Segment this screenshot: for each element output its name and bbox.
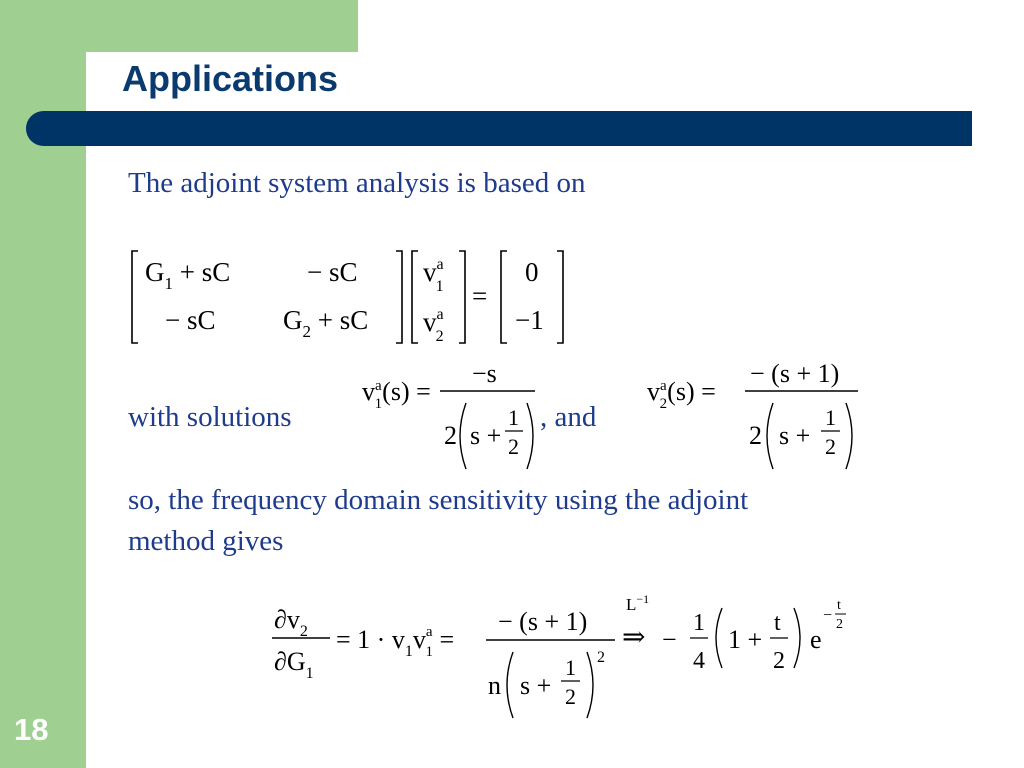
svg-text:− (s + 1): − (s + 1) <box>750 359 840 388</box>
svg-text:−: − <box>662 625 677 654</box>
top-green-band <box>0 0 358 52</box>
slide-number: 18 <box>14 712 49 747</box>
svg-text:4: 4 <box>693 648 705 674</box>
svg-text:−1: −1 <box>515 305 544 335</box>
sensitivity-equation <box>270 590 870 737</box>
sensitivity-text-line-1: so, the frequency domain sensitivity using the adjoint <box>128 484 749 516</box>
svg-text:n: n <box>488 671 501 700</box>
svg-text:⇒: ⇒ <box>622 622 646 653</box>
solution-2-equation <box>645 358 885 485</box>
svg-text:t: t <box>837 598 841 613</box>
svg-text:2: 2 <box>508 434 519 459</box>
svg-text:t: t <box>774 610 781 636</box>
svg-text:2: 2 <box>825 434 836 459</box>
svg-text:− sC: − sC <box>307 257 358 287</box>
svg-text:1: 1 <box>825 405 836 430</box>
svg-text:va1: $v^a$ 1 <box>423 256 444 295</box>
svg-text:1: 1 <box>693 610 705 636</box>
svg-text:=: = <box>472 281 488 311</box>
sensitivity-text-line-2: method gives <box>128 525 284 557</box>
svg-text:2: 2 <box>749 421 762 450</box>
intro-text: The adjoint system analysis is based on <box>128 167 586 199</box>
svg-text:∂v2: $\partial v_2$ <box>274 605 308 640</box>
svg-text:va1(s) =: $v^a$ 1(s) = <box>362 377 431 412</box>
svg-text:2: 2 <box>444 421 457 450</box>
svg-text:−s: −s <box>472 359 497 388</box>
svg-text:s +: s + <box>520 671 552 700</box>
svg-text:G2 + sC: $G_2$ + sC <box>283 305 369 341</box>
title-underline-bar <box>26 111 972 146</box>
svg-text:1 +: 1 + <box>728 625 763 654</box>
svg-text:va2: $v^a$ 2 <box>423 306 444 345</box>
svg-text:−: − <box>823 607 833 624</box>
svg-text:1: 1 <box>508 405 519 430</box>
matrix-equation <box>125 245 575 357</box>
svg-text:∂G1: $\partial G_1$ <box>274 647 314 682</box>
svg-text:e: e <box>810 625 822 654</box>
svg-text:2: 2 <box>565 684 576 709</box>
slide-title: Applications <box>122 58 339 99</box>
svg-text:L−1: $L^{-1}$ <box>626 592 650 614</box>
svg-text:− (s + 1): − (s + 1) <box>498 607 588 636</box>
svg-text:− sC: − sC <box>165 305 216 335</box>
svg-text:= 1 · v1va1 =: = $1 \cdot v_1v^a$ 1 = <box>336 624 455 660</box>
and-label: , and <box>540 401 597 433</box>
solutions-label: with solutions <box>128 401 292 433</box>
svg-text:2: 2 <box>773 648 785 674</box>
svg-text:0: 0 <box>525 257 539 287</box>
svg-text:2: 2 <box>597 649 605 666</box>
svg-text:s +: s + <box>779 421 811 450</box>
svg-text:G1 + sC: $G_1$ + sC <box>145 257 231 293</box>
svg-text:2: 2 <box>836 617 843 632</box>
svg-text:s +: s + <box>470 421 502 450</box>
svg-text:va2(s) =: $v^a$ 2(s) = <box>647 377 716 412</box>
svg-text:1: 1 <box>565 655 576 680</box>
